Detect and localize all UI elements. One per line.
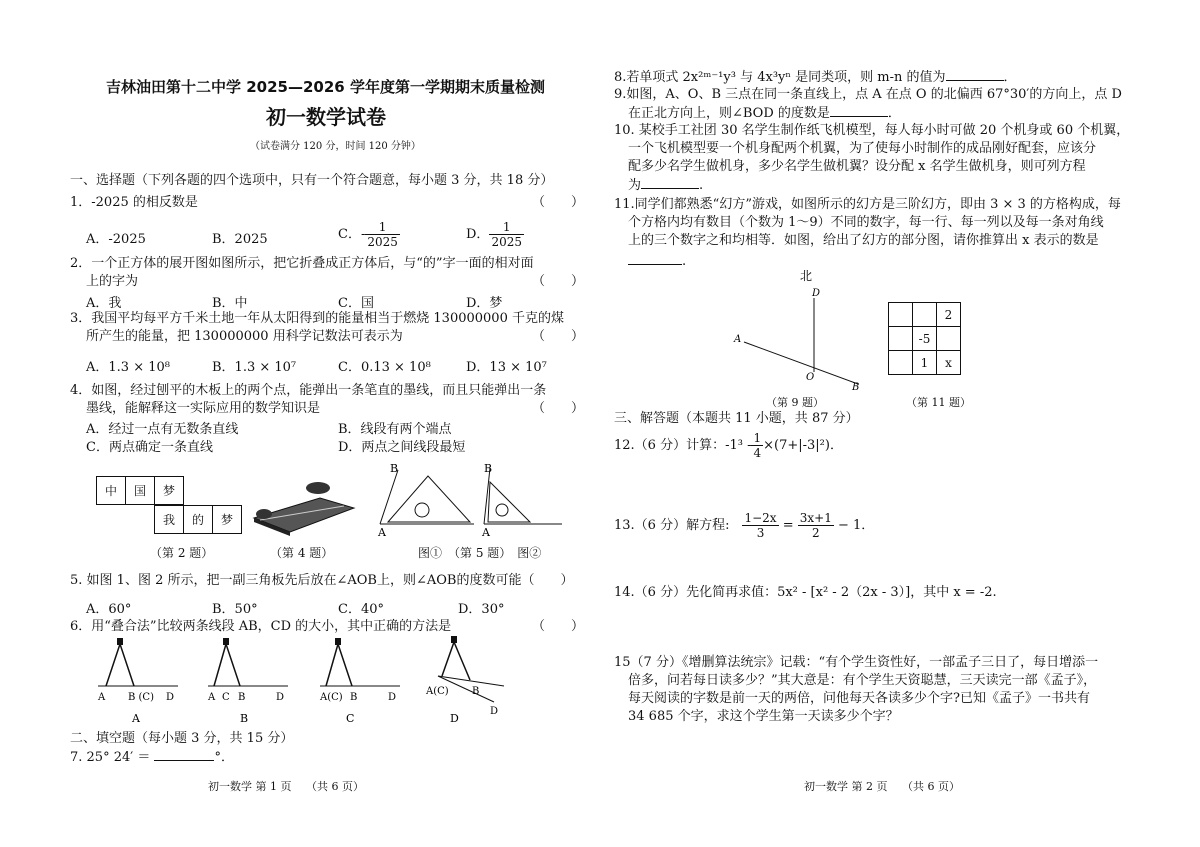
fig9-diagram [726,266,876,392]
q11-answer: . [628,252,686,271]
fig5-caption: 图① （第 5 题） 图② [418,546,542,560]
svg-text:D: D [490,706,499,717]
section3-heading: 三、解答题（本题共 11 小题，共 87 分） [614,411,859,426]
q11-line2: 个方格内均有数目（个数为 1～9）不同的数字，每一行、每一列以及每一条对角线 [628,215,1104,230]
q4-line1: 4．如图，经过刨平的木板上的两个点，能弹出一条笔直的墨线，而且只能弹出一条 [70,383,547,398]
svg-text:D: D [812,288,821,299]
svg-text:D: D [166,692,175,703]
svg-text:B: B [472,686,480,697]
q5-option-d: D．30° [458,602,505,617]
q2-paren: （ ） [532,274,585,289]
q4-option-a: A．经过一点有无数条直线 [86,422,239,437]
svg-text:B: B [390,462,399,475]
svg-text:B (C): B (C) [128,692,154,703]
q8-text: 8.若单项式 2x²ᵐ⁻¹y³ 与 4x³yⁿ 是同类项，则 m-n 的值为 ． [614,70,1017,85]
svg-text:B: B [484,462,493,475]
svg-text:A: A [378,526,386,539]
q5-option-c: C．40° [338,602,384,617]
q5-option-b: B．50° [212,602,258,617]
q2-option-a: A．我 [86,296,122,311]
svg-text:A: A [98,692,106,703]
q3-option-c: C．0.13 × 10⁸ [338,360,431,375]
q4-option-b: B．线段有两个端点 [338,422,452,437]
q15-line2: 倍多，问若每日读多少？”其大意是：有个学生天资聪慧，三天读完一部《孟子》， [628,673,1097,688]
triangle-board-figures [366,462,576,542]
q1-text: 1．-2025 的相反数是 [70,195,198,210]
fig11-caption: （第 11 题） [906,396,971,409]
q5-text: 5. 如图 1、图 2 所示，把一副三角板先后放在∠AOB上，则∠AOB的度数可能（ ） [70,573,574,588]
q15-line1: 15（7 分）《增删算法统宗》记载：“有个学生资性好，一部孟子三日了，每日增添一 [614,655,1099,670]
q2-option-d: D．梦 [466,296,503,311]
q4-option-d: D．两点之间线段最短 [338,440,466,455]
svg-text:北: 北 [800,269,813,283]
cube-net-top: 中 国 梦 [96,476,184,505]
exam-title: 初一数学试卷 [266,105,386,129]
exam-note: （试卷满分 120 分，时间 120 分钟） [250,141,421,152]
svg-text:D: D [450,712,459,725]
svg-text:B: B [240,712,249,725]
q4-line2: 墨线，能解释这一实际应用的数学知识是 [86,401,321,416]
svg-text:C: C [346,712,355,725]
q12-text: 12.（6 分）计算：-1³ - $\frac{1}{4}$ ×(7+|-3|²)． [614,431,843,460]
svg-text:A: A [208,692,216,703]
q11-line3: 上的三个数字之和均相等．如图，给出了幻方的部分图，请你推算出 x 表示的数是 [628,233,1099,248]
magic-square: 2 -5 1 x [888,302,961,375]
q5-option-a: A．60° [86,602,132,617]
q1-option-a: A．-2025 [86,232,146,247]
compass-figures [94,636,564,728]
q15-line4: 34 685 个字，求这个学生第一天读多少个字？ [628,709,899,724]
q2-line1: 2．一个正方体的展开图如图所示，把它折叠成正方体后，与“的”字一面的相对面 [70,256,534,271]
q3-option-d: D．13 × 10⁷ [466,360,547,375]
q9-line1: 9.如图，A、O、B 三点在同一条直线上，点 A 在点 O 的北偏西 67°30′的方向上，点 D [614,87,1122,102]
q14-text: 14.（6 分）先化简再求值：5x² - [x² - 2（2x - 3）]，其中 x = -2. [614,585,997,600]
svg-text:B: B [238,692,246,703]
fig4-caption: （第 4 题） [270,546,334,560]
cube-net-bottom: 我 的 梦 [154,505,242,534]
q6-paren: （ ） [532,619,585,634]
q2-option-c: C．国 [338,296,374,311]
q3-line2: 所产生的能量，把 130000000 用科学记数法可表示为 [86,329,403,344]
svg-text:A: A [482,526,490,539]
svg-text:D: D [388,692,397,703]
q4-option-c: C．两点确定一条直线 [86,440,213,455]
section2-heading: 二、填空题（每小题 3 分，共 15 分） [70,731,294,746]
q1-option-c: C．- $\frac{1}{2025}$ [338,220,398,249]
svg-text:D: D [276,692,285,703]
footer-right: 初一数学 第 2 页 （共 6 页） [804,780,960,793]
page-2 [600,0,1200,847]
q13-text: 13.（6 分）解方程: $\frac{1-2x}{3}$ = $\frac{3x+1}{2}$ − 1． [614,511,875,540]
q10-line2: 一个飞机模型要一个机身配两个机翼，为了使每小时制作的成品刚好配套，应该分 [628,141,1097,156]
svg-text:O: O [806,372,815,383]
q15-line3: 每天阅读的字数是前一天的两倍，问他每天各读多少个字?已知《孟子》一书共有 [628,691,1090,706]
q2-line2: 上的字为 [86,274,139,289]
q10-line1: 10. 某校手工社团 30 名学生制作纸飞机模型，每人每小时可做 20 个机身或 60 个机翼， [614,123,1130,138]
school-title: 吉林油田第十二中学 2025—2026 学年度第一学期期末质量检测 [106,78,545,96]
svg-text:B: B [350,692,358,703]
q9-line2: 在正北方向上，则∠BOD 的度数是 ． [628,106,901,121]
q3-line1: 3．我国平均每平方千米土地一年从太阳得到的能量相当于燃烧 130000000 千克的煤 [70,311,564,326]
q1-option-d: D． $\frac{1}{2025}$ [466,220,522,249]
q11-line1: 11.同学们都熟悉“幻方”游戏，如图所示的幻方是三阶幻方，即由 3 × 3 的方格构成，每 [614,197,1121,212]
q10-line4: 为 . [628,178,704,193]
footer-left: 初一数学 第 1 页 （共 6 页） [208,780,364,793]
q3-paren: （ ） [532,329,585,344]
svg-text:A: A [132,712,140,725]
section1-heading: 一、选择题（下列各题的四个选项中，只有一个符合题意，每小题 3 分，共 18 分） [70,173,554,188]
svg-text:A: A [734,334,742,345]
fig9-caption: （第 9 题） [766,396,824,409]
q2-option-b: B．中 [212,296,248,311]
q1-paren: （ ） [532,195,585,210]
q10-line3: 配多少名学生做机身，多少名学生做机翼？设分配 x 名学生做机身，则可列方程 [628,159,1086,174]
svg-text:A(C): A(C) [320,692,343,703]
svg-text:C: C [222,692,230,703]
q6-text: 6．用“叠合法”比较两条线段 AB，CD 的大小，其中正确的方法是 [70,619,452,634]
fig2-caption: （第 2 题） [150,546,214,560]
q4-paren: （ ） [532,401,585,416]
svg-text:A(C): A(C) [426,686,449,697]
svg-text:B: B [852,382,860,392]
board-illustration [250,478,360,538]
q7-text: 7. 25° 24′ ＝ °． [70,750,234,765]
q3-option-a: A．1.3 × 10⁸ [86,360,170,375]
q3-option-b: B．1.3 × 10⁷ [212,360,297,375]
q1-option-b: B．2025 [212,232,268,247]
